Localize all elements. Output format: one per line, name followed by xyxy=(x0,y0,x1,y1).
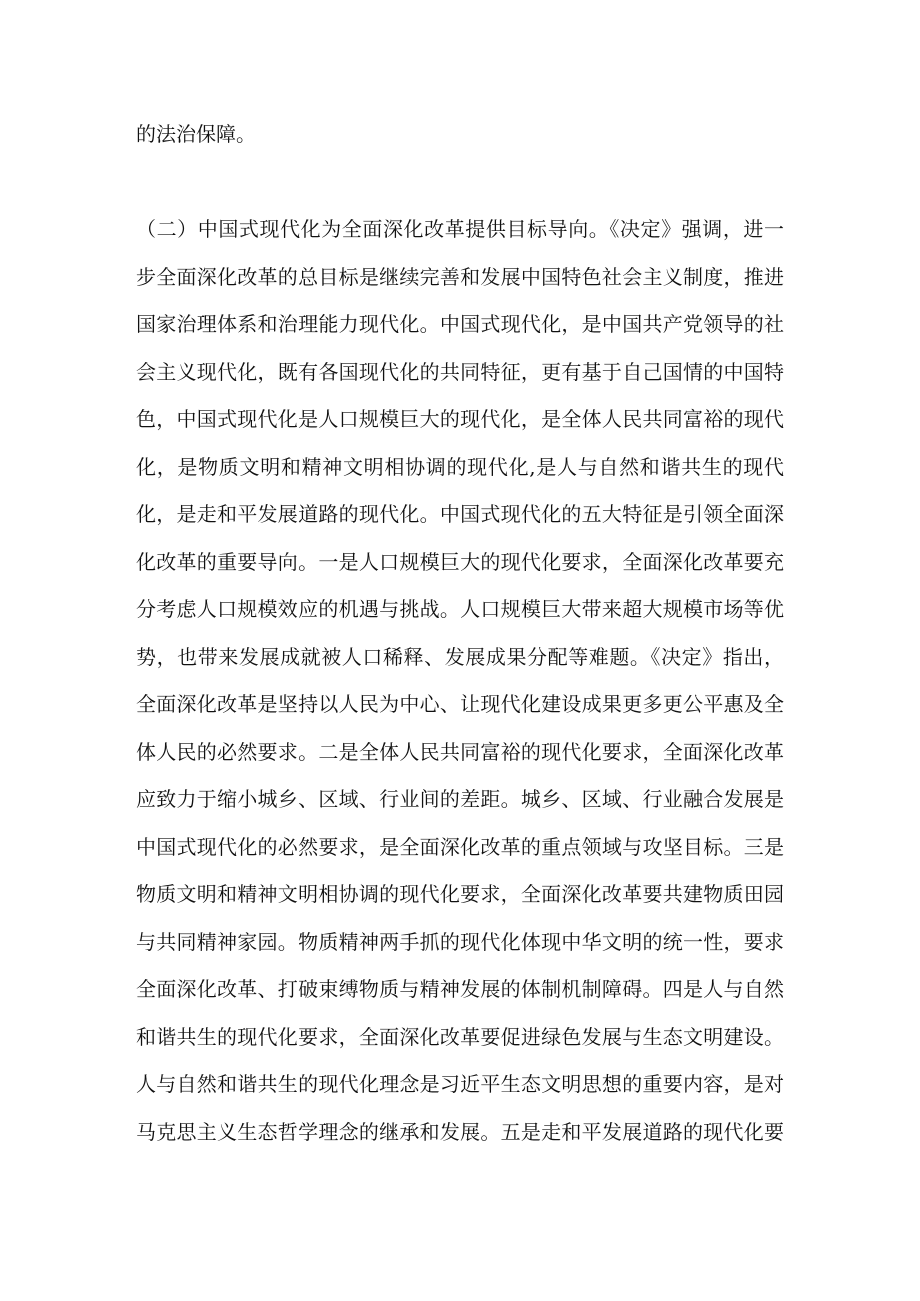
paragraph-line: （二）中国式现代化为全面深化改革提供目标导向。《决定》强调，进一 xyxy=(136,217,784,241)
paragraph-line: 和谐共生的现代化要求，全面深化改革要促进绿色发展与生态文明建设。 xyxy=(136,1025,784,1049)
paragraph-line: 人与自然和谐共生的现代化理念是习近平生态文明思想的重要内容，是对 xyxy=(136,1072,784,1096)
paragraph-line: 势，也带来发展成就被人口稀释、发展成果分配等难题。《决定》指出， xyxy=(136,645,784,669)
paragraph-line: 物质文明和精神文明相协调的现代化要求，全面深化改革要共建物质田园 xyxy=(136,882,784,906)
continuation-line: 的法治保障。 xyxy=(136,122,256,146)
paragraph-line: 化，是物质文明和精神文明相协调的现代化,是人与自然和谐共生的现代 xyxy=(136,455,784,479)
paragraph-line: 化改革的重要导向。一是人口规模巨大的现代化要求，全面深化改革要充 xyxy=(136,550,784,574)
paragraph-line: 步全面深化改革的总目标是继续完善和发展中国特色社会主义制度，推进 xyxy=(136,265,784,289)
paragraph-line: 全面深化改革是坚持以人民为中心、让现代化建设成果更多更公平惠及全 xyxy=(136,692,784,716)
paragraph-line: 体人民的必然要求。二是全体人民共同富裕的现代化要求，全面深化改革 xyxy=(136,740,784,764)
paragraph-line: 会主义现代化，既有各国现代化的共同特征，更有基于自己国情的中国特 xyxy=(136,360,784,384)
paragraph-line: 应致力于缩小城乡、区域、行业间的差距。城乡、区域、行业融合发展是 xyxy=(136,787,784,811)
paragraph-line: 化，是走和平发展道路的现代化。中国式现代化的五大特征是引领全面深 xyxy=(136,502,784,526)
paragraph-line: 与共同精神家园。物质精神两手抓的现代化体现中华文明的统一性，要求 xyxy=(136,930,784,954)
paragraph-line: 色，中国式现代化是人口规模巨大的现代化，是全体人民共同富裕的现代 xyxy=(136,407,784,431)
paragraph-line: 马克思主义生态哲学理念的继承和发展。五是走和平发展道路的现代化要 xyxy=(136,1120,784,1144)
paragraph-line: 国家治理体系和治理能力现代化。中国式现代化，是中国共产党领导的社 xyxy=(136,312,784,336)
paragraph-line: 全面深化改革、打破束缚物质与精神发展的体制机制障碍。四是人与自然 xyxy=(136,977,784,1001)
paragraph-line: 中国式现代化的必然要求，是全面深化改革的重点领域与攻坚目标。三是 xyxy=(136,835,784,859)
paragraph-line: 分考虑人口规模效应的机遇与挑战。人口规模巨大带来超大规模市场等优 xyxy=(136,597,784,621)
